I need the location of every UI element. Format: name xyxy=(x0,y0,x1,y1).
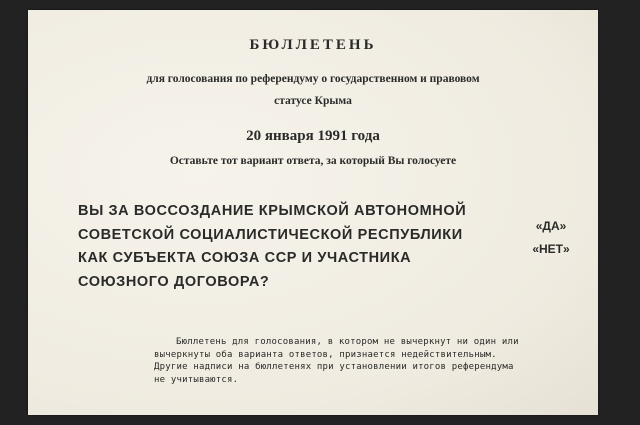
answer-yes[interactable]: «ДА» xyxy=(535,219,567,233)
ballot-date: 20 января 1991 года xyxy=(246,128,380,144)
question-line: СОВЕТСКОЙ СОЦИАЛИСТИЧЕСКОЙ РЕСПУБЛИКИ xyxy=(78,226,463,243)
voting-instruction: Оставьте тот вариант ответа, за который Вы голосуете xyxy=(169,155,457,167)
question-line: СОЮЗНОГО ДОГОВОРА? xyxy=(78,273,270,290)
footnote-line: вычеркнуты оба варианта ответов, признается недействительным. xyxy=(154,349,497,360)
subtitle-line: для голосования по референдуму о государственном и правовом xyxy=(146,73,480,85)
footnote-line: Бюллетень для голосования, в котором не вычеркнут ни один или xyxy=(176,337,519,347)
ballot-subtitle xyxy=(28,68,598,112)
ballot-footnote xyxy=(154,336,519,386)
referendum-question xyxy=(78,200,478,294)
question-line: ВЫ ЗА ВОССОЗДАНИЕ КРЫМСКОЙ АВТОНОМНОЙ xyxy=(78,203,467,219)
footnote-line: не учитываются. xyxy=(154,374,239,385)
answer-no[interactable]: «НЕТ» xyxy=(532,242,570,256)
ballot-title: БЮЛЛЕТЕНЬ xyxy=(249,37,377,53)
question-line: КАК СУБЪЕКТА СОЮЗА ССР И УЧАСТНИКА xyxy=(78,250,412,266)
footnote-line: Другие надписи на бюллетенях при установлении итогов референдума xyxy=(154,362,514,372)
ballot-paper xyxy=(28,10,598,415)
answer-options xyxy=(516,215,586,261)
subtitle-line: статусе Крыма xyxy=(274,95,352,107)
